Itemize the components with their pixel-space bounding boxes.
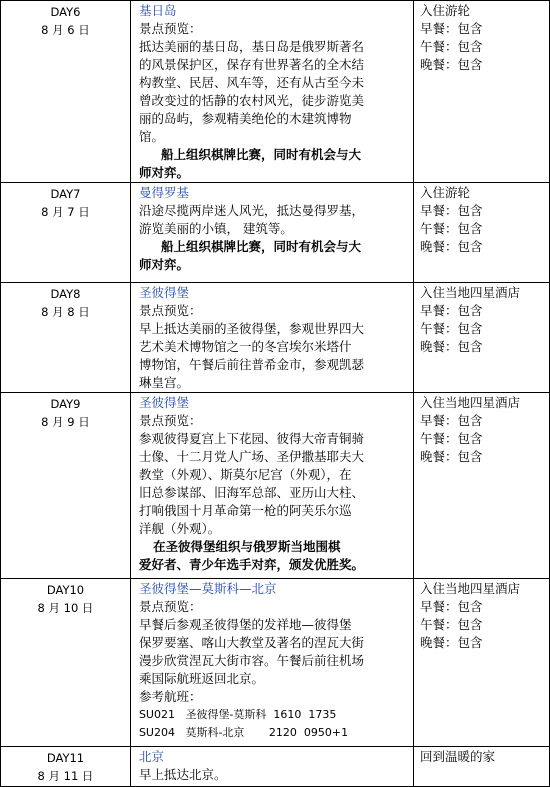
activity-note: 师对弈。 (138, 257, 189, 272)
text-line: 景点预览： (138, 599, 202, 614)
day-cell (1, 183, 131, 283)
date-label: 8 月 8 日 (41, 305, 90, 319)
table-row (1, 393, 550, 579)
date-label: 8 月 6 日 (41, 23, 90, 37)
text-line: 景点预览： (138, 303, 202, 318)
table-row (1, 183, 550, 283)
day-label: DAY6 (50, 5, 81, 19)
day-label: DAY11 (46, 751, 85, 765)
day-label: DAY7 (50, 187, 81, 201)
table-row (1, 747, 550, 787)
text-line: 漫步欣赏涅瓦大街市容。午餐后前往机场 (138, 653, 364, 668)
meal-line: 午餐：包含 (419, 617, 483, 632)
meal-line: 午餐：包含 (419, 221, 483, 236)
day-cell (1, 1, 131, 183)
stay-cell (413, 393, 549, 579)
date-label: 8 月 10 日 (37, 601, 94, 615)
location-title: 北京 (138, 749, 164, 764)
text-line: 士像、十二月党人广场、圣伊撒基耶夫大 (138, 449, 364, 464)
meal-line: 晚餐：包含 (419, 239, 483, 254)
text-line: 景点预览： (138, 413, 202, 428)
text-line: 沿途尽揽两岸迷人风光，抵达曼得罗基， (138, 203, 364, 218)
date-label: 8 月 11 日 (37, 769, 94, 783)
text-line: 博物馆，午餐后前往普希金市，参观凯瑟 (138, 357, 364, 372)
flight-line: SU204 莫斯科-北京 2120 0950+1 (138, 726, 349, 739)
stay-cell (413, 183, 549, 283)
accommodation-label: 入住当地四星酒店 (419, 285, 520, 300)
location-title: 圣彼得堡 (138, 395, 189, 410)
text-line: 曾改变过的恬静的农村风光，徒步游览美 (138, 93, 364, 108)
stay-cell (413, 579, 549, 747)
day-label: DAY8 (50, 287, 81, 301)
text-line: 洋舰（外观）。 (138, 521, 221, 536)
location-title: 圣彼得堡 (138, 285, 189, 300)
day-label: DAY9 (50, 397, 81, 411)
text-line: 早餐后参观圣彼得堡的发祥地—彼得堡 (138, 617, 352, 632)
text-line: 艺术美术博物馆之一的冬宫埃尔米塔什 (138, 339, 352, 354)
accommodation-label: 回到温暖的家 (419, 749, 495, 764)
text-line: 参观彼得夏宫上下花园、彼得大帝青铜骑 (138, 431, 364, 446)
text-line: 早上抵达美丽的圣彼得堡，参观世界四大 (138, 321, 364, 336)
itinerary-cell (130, 183, 413, 283)
activity-note: 爱好者、青少年选手对弈，颁发优胜奖。 (138, 557, 364, 572)
itinerary-cell (130, 393, 413, 579)
meal-line: 早餐：包含 (419, 599, 483, 614)
stay-cell (413, 747, 549, 787)
meal-line: 早餐：包含 (419, 21, 483, 36)
text-line: 构教堂、民居、风车等，还有从古至今未 (138, 75, 364, 90)
table-row (1, 1, 550, 183)
meal-line: 早餐：包含 (419, 203, 483, 218)
meal-line: 午餐：包含 (419, 39, 483, 54)
text-line: 教堂（外观）、斯莫尔尼宫（外观），在 (138, 467, 352, 482)
meal-line: 早餐：包含 (419, 413, 483, 428)
activity-note: 船上组织棋牌比赛，同时有机会与大 (160, 147, 361, 162)
text-line: 的风景保护区，保存有世界著名的全木结 (138, 57, 364, 72)
meal-line: 午餐：包含 (419, 431, 483, 446)
accommodation-label: 入住游轮 (419, 185, 470, 200)
meal-line: 午餐：包含 (419, 321, 483, 336)
text-line: 抵达美丽的基日岛，基日岛是俄罗斯著名 (138, 39, 364, 54)
text-line: 乘国际航班返回北京。 (138, 671, 264, 686)
location-title: 曼得罗基 (138, 185, 189, 200)
stay-cell (413, 283, 549, 393)
table-row (1, 579, 550, 747)
itinerary-cell (130, 1, 413, 183)
stay-cell (413, 1, 549, 183)
day-label: DAY10 (46, 583, 85, 597)
text-line: 琳皇宫。 (138, 375, 189, 390)
meal-line: 早餐：包含 (419, 303, 483, 318)
meal-line: 晚餐：包含 (419, 57, 483, 72)
meal-line: 晚餐：包含 (419, 635, 483, 650)
day-cell (1, 283, 131, 393)
text-line: 旧总参谋部、旧海军总部、亚历山大柱、 (138, 485, 364, 500)
meal-line: 晚餐：包含 (419, 339, 483, 354)
meal-line: 晚餐：包含 (419, 449, 483, 464)
text-line: 打响俄国十月革命第一枪的阿芙乐尔巡 (138, 503, 352, 518)
day-cell (1, 579, 131, 747)
activity-note: 师对弈。 (138, 165, 189, 180)
accommodation-label: 入住游轮 (419, 3, 470, 18)
text-line: 早上抵达北京。 (138, 767, 227, 782)
day-cell (1, 393, 131, 579)
day-cell (1, 747, 131, 787)
itinerary-cell (130, 283, 413, 393)
text-line: 保罗要塞、喀山大教堂及著名的涅瓦大街 (138, 635, 364, 650)
activity-note: 在圣彼得堡组织与俄罗斯当地围棋 (152, 539, 341, 554)
text-line: 馆。 (138, 129, 164, 144)
accommodation-label: 入住当地四星酒店 (419, 581, 520, 596)
text-line: 景点预览： (138, 21, 202, 36)
table-row (1, 283, 550, 393)
text-line: 参考航班： (138, 689, 202, 704)
accommodation-label: 入住当地四星酒店 (419, 395, 520, 410)
date-label: 8 月 7 日 (41, 205, 90, 219)
flight-line: SU021 圣彼得堡-莫斯科 1610 1735 (138, 708, 337, 721)
text-line: 丽的岛屿，参观精美绝伦的木建筑博物 (138, 111, 352, 126)
date-label: 8 月 9 日 (41, 415, 90, 429)
itinerary-cell (130, 747, 413, 787)
itinerary-cell (130, 579, 413, 747)
location-title: 圣彼得堡—莫斯科—北京 (138, 581, 277, 596)
text-line: 游览美丽的小镇， 建筑等。 (138, 221, 293, 236)
location-title: 基日岛 (138, 3, 177, 18)
activity-note: 船上组织棋牌比赛，同时有机会与大 (160, 239, 361, 254)
